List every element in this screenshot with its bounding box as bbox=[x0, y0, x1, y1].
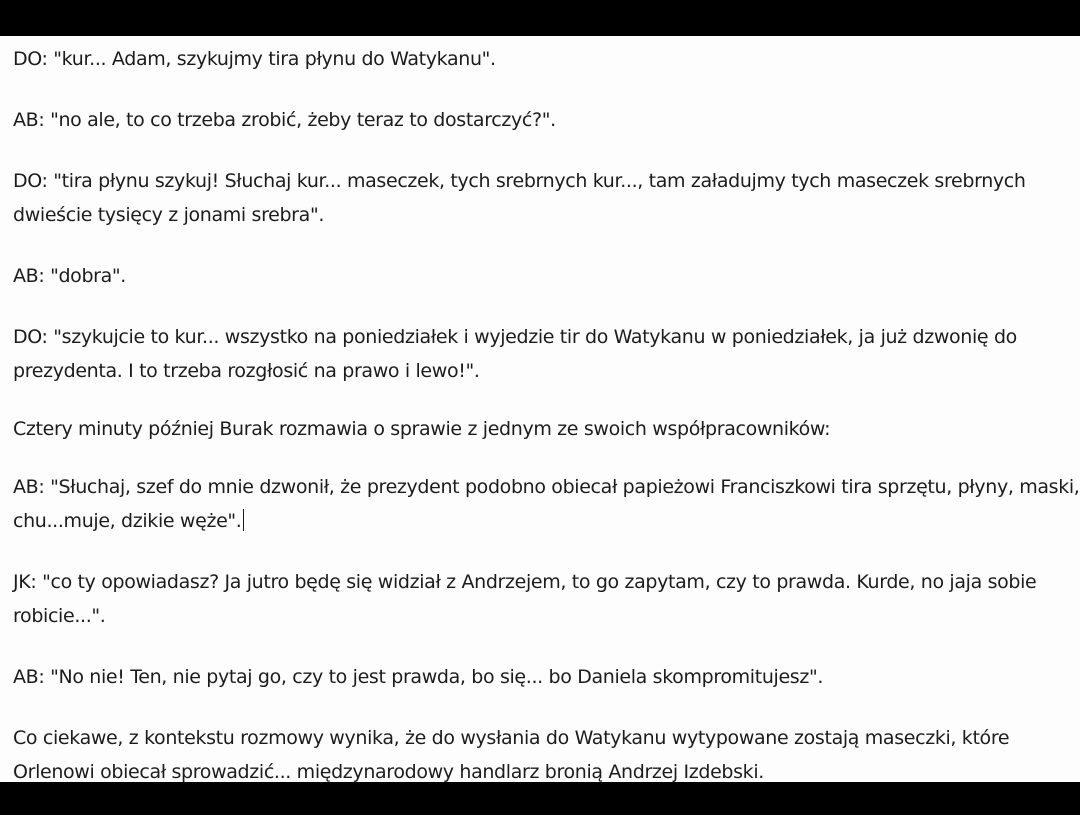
paragraph-8-text: JK: "co ty opowiadasz? Ja jutro będę się widział z Andrzejem, to go zapytam, czy to prawda. Kurde, no jaja sobie robicie...". bbox=[13, 571, 1037, 627]
article-page bbox=[0, 36, 1080, 782]
paragraph-10 bbox=[13, 721, 1063, 782]
paragraph-7-text: AB: "Słuchaj, szef do mnie dzwonił, że prezydent podobno obiecał papieżowi Franciszkowi tira sprzętu, płyny, maski, chu...muje, dzikie węże". bbox=[13, 476, 1080, 532]
paragraph-10-text: Co ciekawe, z kontekstu rozmowy wynika, że do wysłania do Watykanu wytypowane zostają maseczki, które Orlenowi obiecał sprowadzić... międzynarodowy handlarz bronią Andrzej Izdebski. bbox=[13, 727, 1010, 782]
paragraph-3 bbox=[13, 164, 1075, 232]
paragraph-2: AB: "no ale, to co trzeba zrobić, żeby teraz to dostarczyć?". bbox=[13, 109, 556, 131]
paragraph-7 bbox=[13, 470, 1080, 538]
paragraph-4: AB: "dobra". bbox=[13, 265, 126, 287]
paragraph-5-text: DO: "szykujcie to kur... wszystko na poniedziałek i wyjedzie tir do Watykanu w poniedziałek, ja już dzwonię do prezydenta. I to trzeba rozgłosić na prawo i lewo!". bbox=[13, 326, 1017, 382]
paragraph-6: Cztery minuty później Burak rozmawia o sprawie z jednym ze swoich współpracowników: bbox=[13, 418, 831, 440]
paragraph-8 bbox=[13, 565, 1043, 633]
paragraph-5 bbox=[13, 320, 1080, 388]
paragraph-3-text: DO: "tira płynu szykuj! Słuchaj kur... maseczek, tych srebrnych kur..., tam załadujmy tych maseczek srebrnych dwieście tysięcy z jonami srebra". bbox=[13, 170, 1026, 226]
article-body bbox=[13, 42, 1080, 782]
paragraph-9: AB: "No nie! Ten, nie pytaj go, czy to jest prawda, bo się... bo Daniela skompromitujesz". bbox=[13, 666, 824, 688]
paragraph-1: DO: "kur... Adam, szykujmy tira płynu do Watykanu". bbox=[13, 48, 496, 70]
text-cursor bbox=[243, 509, 244, 531]
